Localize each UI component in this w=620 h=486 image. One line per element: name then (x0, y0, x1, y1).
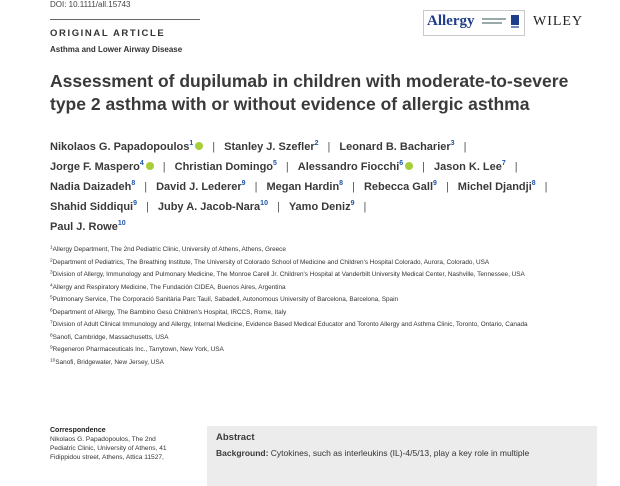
article-title: Assessment of dupilumab in children with moderate-to-severe type 2 asthma with or without evidence of allergic asthma (50, 71, 569, 114)
article-type: ORIGINAL ARTICLE (50, 28, 166, 39)
affiliation-ref[interactable]: 8 (339, 180, 344, 187)
author-name[interactable]: Megan Hardin$^8$ (266, 180, 344, 193)
author-separator: | (363, 201, 367, 213)
author-separator: | (327, 141, 331, 153)
author-separator: | (463, 141, 467, 153)
author-separator: | (254, 181, 258, 193)
author-name[interactable]: Nikolaos G. Papadopoulos$^1$ (50, 141, 203, 153)
abstract-heading: Abstract (216, 432, 255, 443)
correspondence-heading: Correspondence (50, 427, 106, 434)
affiliation-ref[interactable]: 9 (133, 200, 138, 207)
author-separator: | (544, 181, 548, 193)
affiliation-ref[interactable]: 5 (273, 160, 277, 167)
author-separator: | (285, 161, 289, 173)
author-name[interactable]: Juby A. Jacob-Nara$^{10}$ (157, 200, 268, 213)
eaaci-icon (510, 14, 520, 30)
affiliation-item: $^8$Sanofi, Cambridge, Massachusetts, USA (50, 333, 169, 341)
author-name[interactable]: Nadia Daizadeh$^8$ (50, 180, 136, 193)
affiliation-ref[interactable]: 8 (131, 180, 136, 187)
affiliation-ref[interactable]: 2 (314, 140, 319, 147)
author-separator: | (146, 201, 149, 213)
author-name[interactable]: Jason K. Lee$^7$ (434, 160, 506, 173)
author-name[interactable]: Michel Djandji$^8$ (457, 180, 536, 193)
author-separator: | (422, 161, 426, 173)
affiliation-ref[interactable]: 10 (260, 200, 268, 207)
affiliation-item: $^1$Allergy Department, The 2nd Pediatric Clinic, University of Athens, Athens, Greece (50, 245, 286, 253)
orcid-icon[interactable] (146, 162, 154, 170)
author-name[interactable]: Leonard B. Bacharier$^3$ (339, 140, 455, 153)
affiliation-ref[interactable]: 1 (189, 140, 194, 147)
author-separator: | (514, 161, 518, 173)
author-separator: | (144, 181, 148, 193)
affiliation-item: $^{10}$Sanofi, Bridgewater, New Jersey, USA (50, 358, 164, 366)
affiliation-item: $^9$Regeneron Pharmaceuticals Inc., Tarrytown, New York, USA (50, 345, 224, 353)
author-name[interactable]: Alessandro Fiocchi$^6$ (298, 161, 413, 173)
author-separator: | (212, 141, 216, 153)
affiliation-ref[interactable]: 8 (531, 180, 536, 187)
affiliation-item: $^5$Pulmonary Service, The Corporació Sanitària Parc Taulí, Sabadell, Autonomous University of Barcelona, Barcelona, Spain (50, 295, 399, 303)
affiliation-item: $^6$Department of Allergy, The Bambino Gesù Children's Hospital, IRCCS, Rome, Italy (50, 308, 287, 316)
author-name[interactable]: David J. Lederer$^9$ (156, 180, 246, 193)
affiliation-ref[interactable]: 6 (399, 160, 404, 167)
affiliation-ref[interactable]: 9 (241, 180, 246, 187)
affiliations (50, 245, 590, 370)
author-name[interactable]: Rebecca Gall$^9$ (363, 180, 437, 193)
author-name[interactable]: Shahid Siddiqui$^9$ (50, 200, 138, 213)
abstract-background-text: Cytokines, such as interleukins (IL)-4/5/13, play a key role in multiple (270, 448, 530, 458)
doi-text[interactable]: DOI: 10.1111/all.15743 (50, 0, 131, 9)
affiliation-item: $^3$Division of Allergy, Immunology and Pulmonary Medicine, The Monroe Carell Jr. Children's Hospital at Vanderbilt University Medical Center, Nashville, Tennessee, USA (50, 270, 525, 278)
author-name[interactable]: Paul J. Rowe$^{10}$ (50, 220, 126, 233)
abstract-background-label: Background: (216, 448, 269, 458)
journal-logo-text: Allergy (427, 13, 475, 29)
orcid-icon[interactable] (195, 142, 203, 150)
header-rule (50, 19, 200, 20)
author-name[interactable]: Jorge F. Maspero$^4$ (50, 161, 154, 173)
affiliation-ref[interactable]: 7 (501, 160, 506, 167)
abstract-box (207, 426, 597, 486)
correspondence (50, 426, 200, 462)
allergy-journal-logo[interactable] (423, 10, 525, 36)
author-name[interactable]: Yamo Deniz$^9$ (288, 200, 355, 213)
author-name[interactable]: Stanley J. Szefler$^2$ (224, 140, 319, 153)
author-list (50, 137, 605, 237)
affiliation-ref[interactable]: 9 (433, 180, 437, 187)
affiliation-item: $^2$Department of Pediatrics, The Breathing Institute, The University of Colorado School of Medicine and Children's Hospital Colorado, Aurora, Colorado, USA (50, 258, 490, 266)
affiliation-item: $^4$Allergy and Respiratory Medicine, The Fundación CIDEA, Buenos Aires, Argentina (50, 283, 286, 291)
affiliation-item: $^7$Division of Adult Clinical Immunology and Allergy, Internal Medicine, Evidence Based Medical Educator and Toronto Allergy and Asthma Clinic, Toronto, Ontario, Canada (50, 320, 528, 328)
author-separator: | (352, 181, 355, 193)
orcid-icon[interactable] (405, 162, 413, 170)
correspondence-line: Pediatric Clinic, University of Athens, 41 (50, 445, 167, 452)
author-separator: | (276, 201, 280, 213)
correspondence-line: Nikolaos G. Papadopoulos, The 2nd (50, 436, 156, 443)
author-separator: | (445, 181, 449, 193)
publisher-logo[interactable]: WILEY (533, 14, 584, 29)
affiliation-ref[interactable]: 9 (350, 200, 355, 207)
affiliation-ref[interactable]: 3 (450, 140, 455, 147)
author-separator: | (162, 161, 166, 173)
abstract-background (216, 448, 588, 458)
section-label: Asthma and Lower Airway Disease (50, 45, 183, 54)
correspondence-line: Fidippidou street, Athens, Attica 11527, (50, 454, 164, 461)
author-name[interactable]: Christian Domingo$^5$ (174, 160, 277, 173)
affiliation-ref[interactable]: 4 (139, 160, 144, 167)
affiliation-ref[interactable]: 10 (117, 220, 126, 227)
